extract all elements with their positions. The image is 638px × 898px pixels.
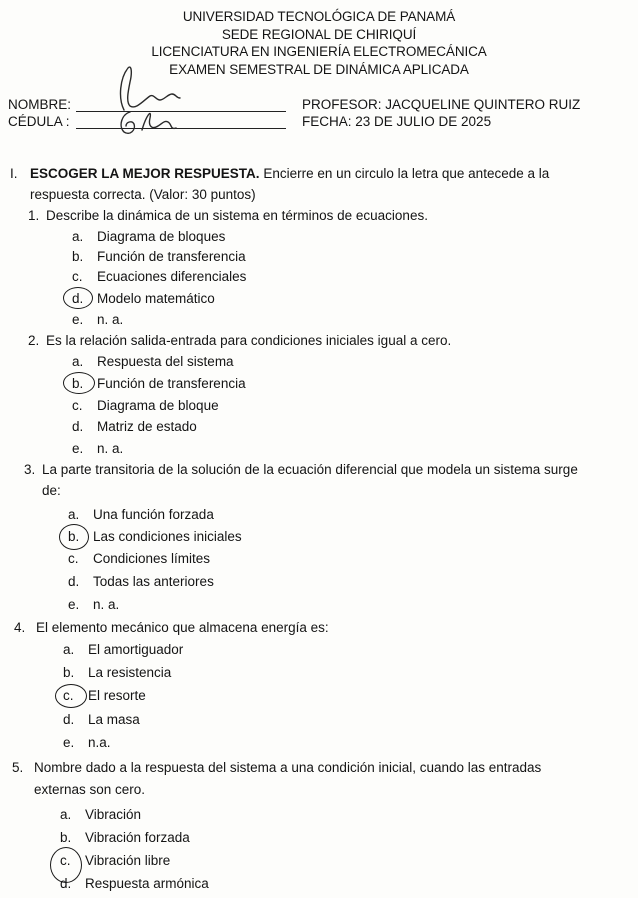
selected-answer-circle bbox=[55, 684, 87, 708]
option-letter: d. bbox=[68, 574, 80, 589]
option-text: Respuesta del sistema bbox=[97, 354, 234, 369]
option-text: La resistencia bbox=[88, 665, 172, 680]
option-letter: d. bbox=[63, 712, 75, 727]
question-text: Nombre dado a la respuesta del sistema a una condición inicial, cuando las entradas externas son cero. bbox=[34, 760, 542, 797]
section-instructions bbox=[30, 163, 610, 205]
option-text: n.a. bbox=[88, 735, 111, 750]
option-text: Matriz de estado bbox=[97, 419, 197, 434]
fecha-text: FECHA: 23 DE JULIO DE 2025 bbox=[302, 114, 492, 129]
option-letter: b. bbox=[68, 529, 80, 544]
nombre-field-line bbox=[76, 111, 286, 112]
option-text: n. a. bbox=[97, 312, 124, 327]
option-text: El resorte bbox=[88, 688, 146, 703]
option-text: La masa bbox=[88, 712, 140, 727]
option-text: Diagrama de bloque bbox=[97, 398, 219, 413]
option-text: Vibración bbox=[85, 807, 142, 822]
option-text: Diagrama de bloques bbox=[97, 229, 226, 244]
option-text: Respuesta armónica bbox=[85, 876, 209, 891]
option-letter: e. bbox=[72, 441, 84, 456]
selected-answer-circle bbox=[63, 287, 93, 309]
option-text: n. a. bbox=[93, 597, 120, 612]
degree-name: LICENCIATURA EN INGENIERÍA ELECTROMECÁNICA bbox=[151, 44, 487, 59]
cedula-label: CÉDULA : bbox=[8, 114, 70, 129]
exam-header bbox=[0, 8, 638, 78]
nombre-label: NOMBRE: bbox=[8, 97, 72, 112]
question-number: 1. bbox=[28, 208, 40, 223]
option-letter: b. bbox=[72, 249, 84, 264]
option-text: Función de transferencia bbox=[97, 376, 246, 391]
option-letter: a. bbox=[63, 642, 75, 657]
option-letter: a. bbox=[68, 507, 80, 522]
question-number: 5. bbox=[12, 760, 24, 775]
selected-answer-circle bbox=[63, 372, 95, 394]
option-letter: c. bbox=[72, 398, 83, 413]
campus-name: SEDE REGIONAL DE CHIRIQUÍ bbox=[221, 26, 417, 42]
signature-cedula-mark bbox=[112, 104, 192, 138]
option-letter: d. bbox=[72, 419, 84, 434]
option-text: Vibración libre bbox=[85, 853, 171, 868]
profesor-text: PROFESOR: JACQUELINE QUINTERO RUIZ bbox=[302, 97, 581, 112]
option-text: Todas las anteriores bbox=[93, 574, 214, 589]
option-text: Condiciones límites bbox=[93, 551, 211, 566]
option-text: Vibración forzada bbox=[85, 830, 190, 845]
option-letter: c. bbox=[68, 551, 79, 566]
option-letter: b. bbox=[72, 376, 84, 391]
option-letter: d. bbox=[60, 876, 72, 891]
question-number: 4. bbox=[14, 620, 26, 635]
cedula-field-line bbox=[76, 128, 286, 129]
selected-answer-circle bbox=[59, 524, 89, 550]
question-text: El elemento mecánico que almacena energía es: bbox=[36, 620, 329, 635]
option-letter: e. bbox=[68, 597, 80, 612]
option-text: El amortiguador bbox=[88, 642, 184, 657]
option-letter: b. bbox=[63, 665, 75, 680]
university-name: UNIVERSIDAD TECNOLÓGICA DE PANAMÁ bbox=[182, 9, 456, 24]
option-letter: a. bbox=[60, 807, 72, 822]
section-title: ESCOGER LA MEJOR RESPUESTA. bbox=[30, 166, 260, 181]
option-letter: e. bbox=[63, 735, 75, 750]
option-letter: c. bbox=[60, 853, 71, 868]
option-letter: e. bbox=[72, 312, 84, 327]
question-number: 2. bbox=[28, 333, 40, 348]
option-text: Una función forzada bbox=[93, 507, 214, 522]
option-letter: a. bbox=[72, 229, 84, 244]
option-letter: a. bbox=[72, 354, 84, 369]
option-letter: b. bbox=[60, 830, 72, 845]
section-instructions-text: Encierre en un circulo la letra que antecede a la respuesta correcta. (Valor: 30 puntos) bbox=[30, 166, 550, 202]
option-text: Ecuaciones diferenciales bbox=[97, 269, 247, 284]
option-letter: c. bbox=[63, 688, 74, 703]
option-text: Las condiciones iniciales bbox=[93, 529, 242, 544]
question-text: Describe la dinámica de un sistema en términos de ecuaciones. bbox=[46, 208, 428, 223]
option-text: n. a. bbox=[97, 441, 124, 456]
option-text: Función de transferencia bbox=[97, 249, 246, 264]
option-text: Modelo matemático bbox=[97, 291, 215, 306]
question-number: 3. bbox=[24, 462, 36, 477]
section-number: I. bbox=[10, 166, 18, 181]
question-text: Es la relación salida-entrada para condiciones iniciales igual a cero. bbox=[46, 333, 452, 348]
option-letter: d. bbox=[72, 291, 84, 306]
question-text: La parte transitoria de la solución de la ecuación diferencial que modela un sistema surge de: bbox=[42, 462, 578, 498]
exam-title: EXAMEN SEMESTRAL DE DINÁMICA APLICADA bbox=[169, 61, 469, 77]
option-letter: c. bbox=[72, 269, 83, 284]
